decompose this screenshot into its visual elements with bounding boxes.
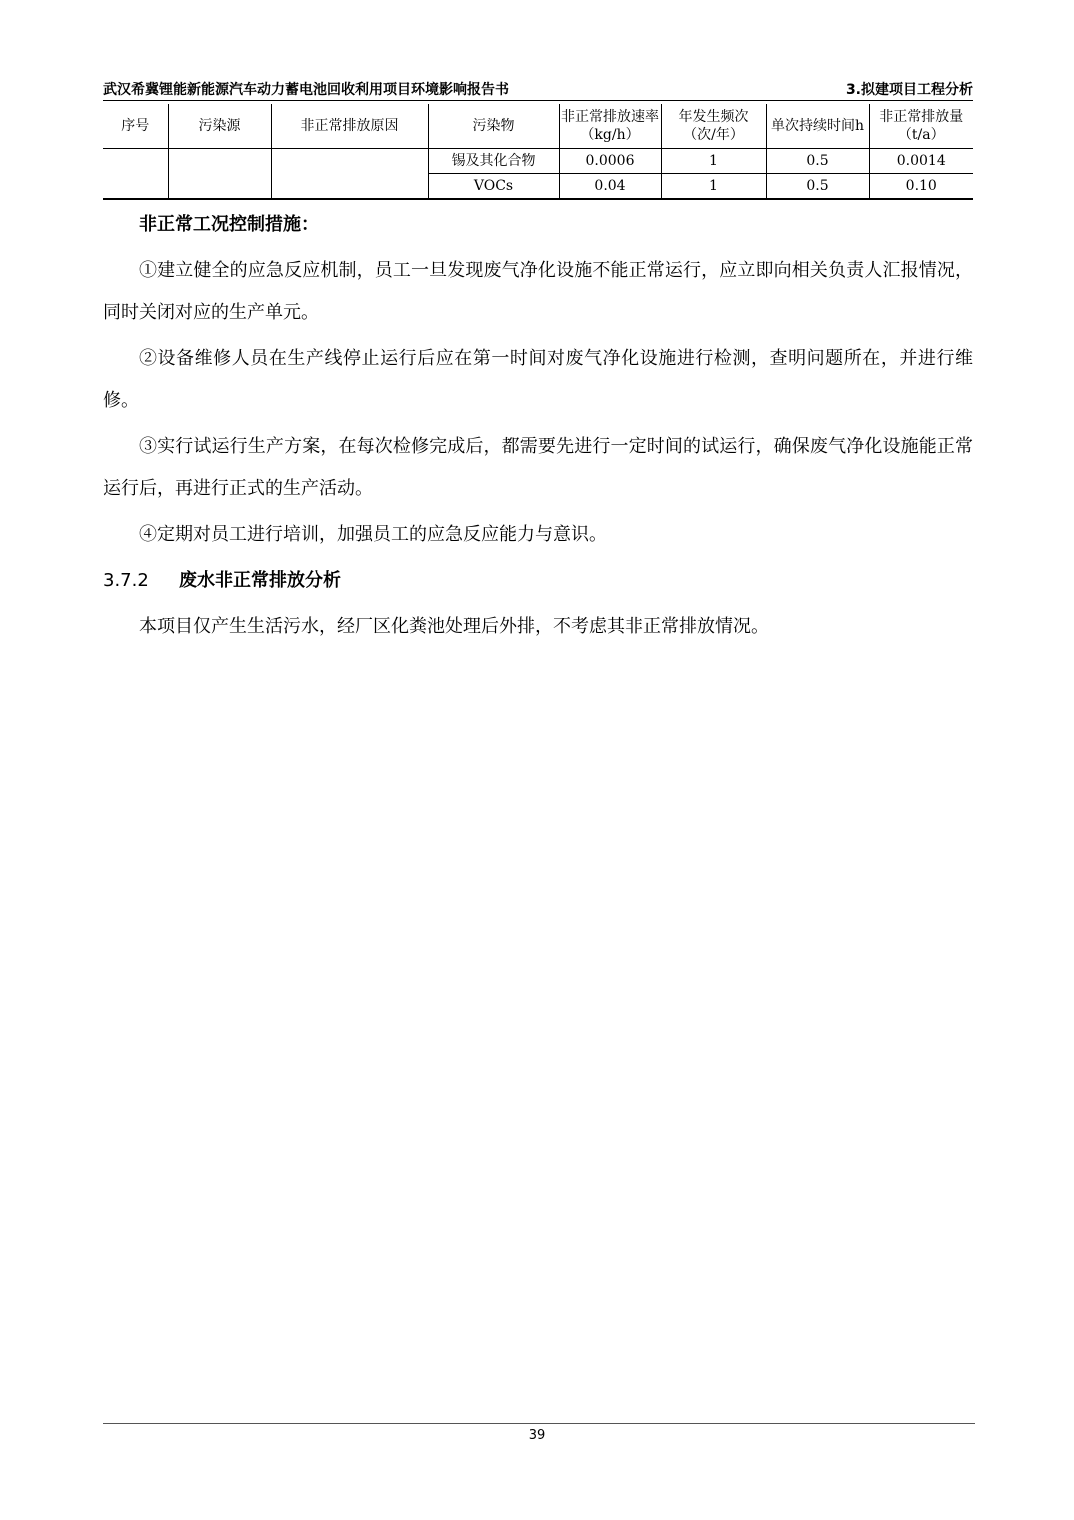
measure-paragraph-1: ①建立健全的应急反应机制，员工一旦发现废气净化设施不能正常运行，应立即向相关负责人汇报情况，同时关闭对应的生产单元。 [103,260,973,323]
header-cell-amount: 非正常排放量（t/a） [869,104,973,149]
cell-rate: 0.0006 [559,149,661,174]
section-title: 废水非正常排放分析 [179,570,341,591]
header-cell-index: 序号 [103,104,168,149]
abnormal-emission-table [103,104,973,200]
cell-reason [271,149,428,200]
page-header [103,76,973,101]
page-number: 39 [528,1428,546,1443]
header-cell-pollutant: 污染物 [428,104,559,149]
cell-frequency: 1 [661,149,766,174]
cell-pollutant: 锡及其化合物 [428,149,559,174]
footer-divider [103,1423,975,1424]
section-number: 3.7.2 [103,570,149,591]
cell-source [168,149,271,200]
cell-rate: 0.04 [559,174,661,200]
header-cell-frequency: 年发生频次（次/年） [661,104,766,149]
page-content [103,204,973,652]
report-title: 武汉希冀锂能新能源汽车动力蓄电池回收利用项目环境影响报告书 [103,82,509,98]
section-paragraph: 本项目仅产生生活污水，经厂区化粪池处理后外排，不考虑其非正常排放情况。 [139,616,769,637]
chapter-title: 3.拟建项目工程分析 [845,82,973,98]
header-cell-rate: 非正常排放速率（kg/h） [559,104,661,149]
header-cell-duration: 单次持续时间h [766,104,869,149]
table-header-row [103,104,973,149]
cell-duration: 0.5 [766,174,869,200]
measure-paragraph-3: ③实行试运行生产方案，在每次检修完成后，都需要先进行一定时间的试运行，确保废气净化设施能正常运行后，再进行正式的生产活动。 [103,436,973,499]
cell-amount: 0.0014 [869,149,973,174]
measure-paragraph-2: ②设备维修人员在生产线停止运行后应在第一时间对废气净化设施进行检测，查明问题所在，并进行维修。 [103,348,973,411]
header-cell-source: 污染源 [168,104,271,149]
cell-pollutant: VOCs [428,174,559,200]
measure-paragraph-4: ④定期对员工进行培训，加强员工的应急反应能力与意识。 [139,524,607,545]
measures-heading: 非正常工况控制措施： [139,214,319,235]
section-heading [103,560,973,602]
cell-duration: 0.5 [766,149,869,174]
cell-amount: 0.10 [869,174,973,200]
cell-index [103,149,168,200]
header-cell-reason: 非正常排放原因 [271,104,428,149]
cell-frequency: 1 [661,174,766,200]
table-row [103,149,973,174]
